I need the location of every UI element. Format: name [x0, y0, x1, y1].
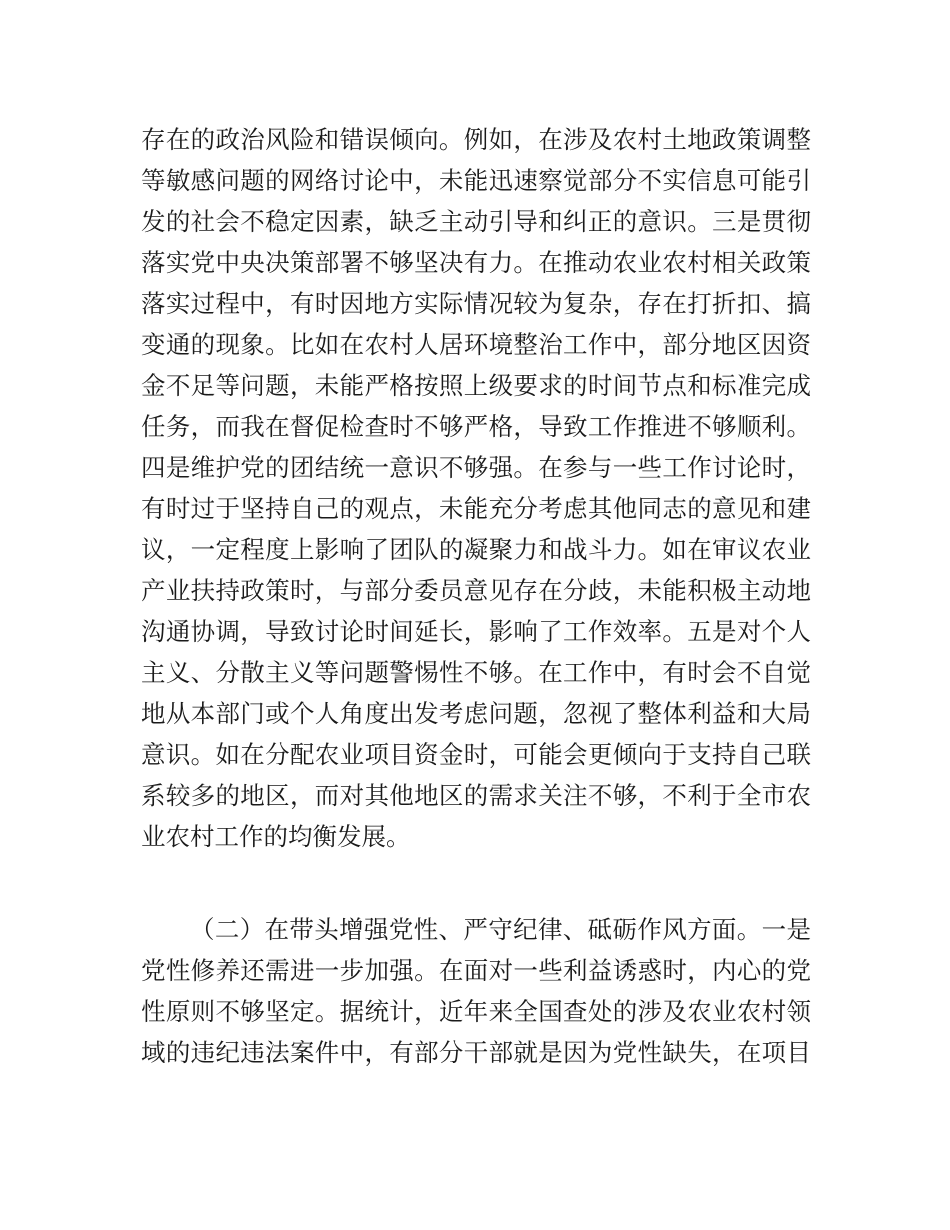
- text-line: 落实党中央决策部署不够坚决有力。在推动农业农村相关政策: [141, 248, 811, 277]
- text-line: 业农村工作的均衡发展。: [141, 822, 411, 851]
- text-line: 发的社会不稳定因素，缺乏主动引导和纠正的意识。三是贯彻: [141, 207, 811, 236]
- text-line: 议，一定程度上影响了团队的凝聚力和战斗力。如在审议农业: [141, 535, 811, 564]
- text-line: 主义、分散主义等问题警惕性不够。在工作中，有时会不自觉: [141, 658, 811, 687]
- text-line: 性原则不够坚定。据统计，近年来全国查处的涉及农业农村领: [141, 997, 811, 1026]
- text-line: 沟通协调，导致讨论时间延长，影响了工作效率。五是对个人: [141, 617, 811, 646]
- paragraph-2: [141, 909, 811, 1073]
- text-line: 四是维护党的团结统一意识不够强。在参与一些工作讨论时，: [141, 453, 811, 482]
- text-line: 系较多的地区，而对其他地区的需求关注不够，不利于全市农: [141, 781, 811, 810]
- text-line: 变通的现象。比如在农村人居环境整治工作中，部分地区因资: [141, 330, 811, 359]
- text-line: （二）在带头增强党性、严守纪律、砥砺作风方面。一是: [190, 915, 811, 944]
- text-line: 任务，而我在督促检查时不够严格，导致工作推进不够顺利。: [141, 412, 811, 441]
- text-line: 等敏感问题的网络讨论中，未能迅速察觉部分不实信息可能引: [141, 166, 811, 195]
- text-line: 有时过于坚持自己的观点，未能充分考虑其他同志的意见和建: [141, 494, 811, 523]
- text-line: 地从本部门或个人角度出发考虑问题，忽视了整体利益和大局: [141, 699, 811, 728]
- text-line: 存在的政治风险和错误倾向。例如，在涉及农村土地政策调整: [141, 125, 811, 154]
- text-line: 金不足等问题，未能严格按照上级要求的时间节点和标准完成: [141, 371, 811, 400]
- text-line: 域的违纪违法案件中，有部分干部就是因为党性缺失，在项目: [141, 1038, 811, 1067]
- text-line: 产业扶持政策时，与部分委员意见存在分歧，未能积极主动地: [141, 576, 811, 605]
- text-line: 意识。如在分配农业项目资金时，可能会更倾向于支持自己联: [141, 740, 811, 769]
- text-line: 党性修养还需进一步加强。在面对一些利益诱惑时，内心的党: [141, 956, 811, 985]
- paragraph-1: [141, 119, 811, 857]
- text-line: 落实过程中，有时因地方实际情况较为复杂，存在打折扣、搞: [141, 289, 811, 318]
